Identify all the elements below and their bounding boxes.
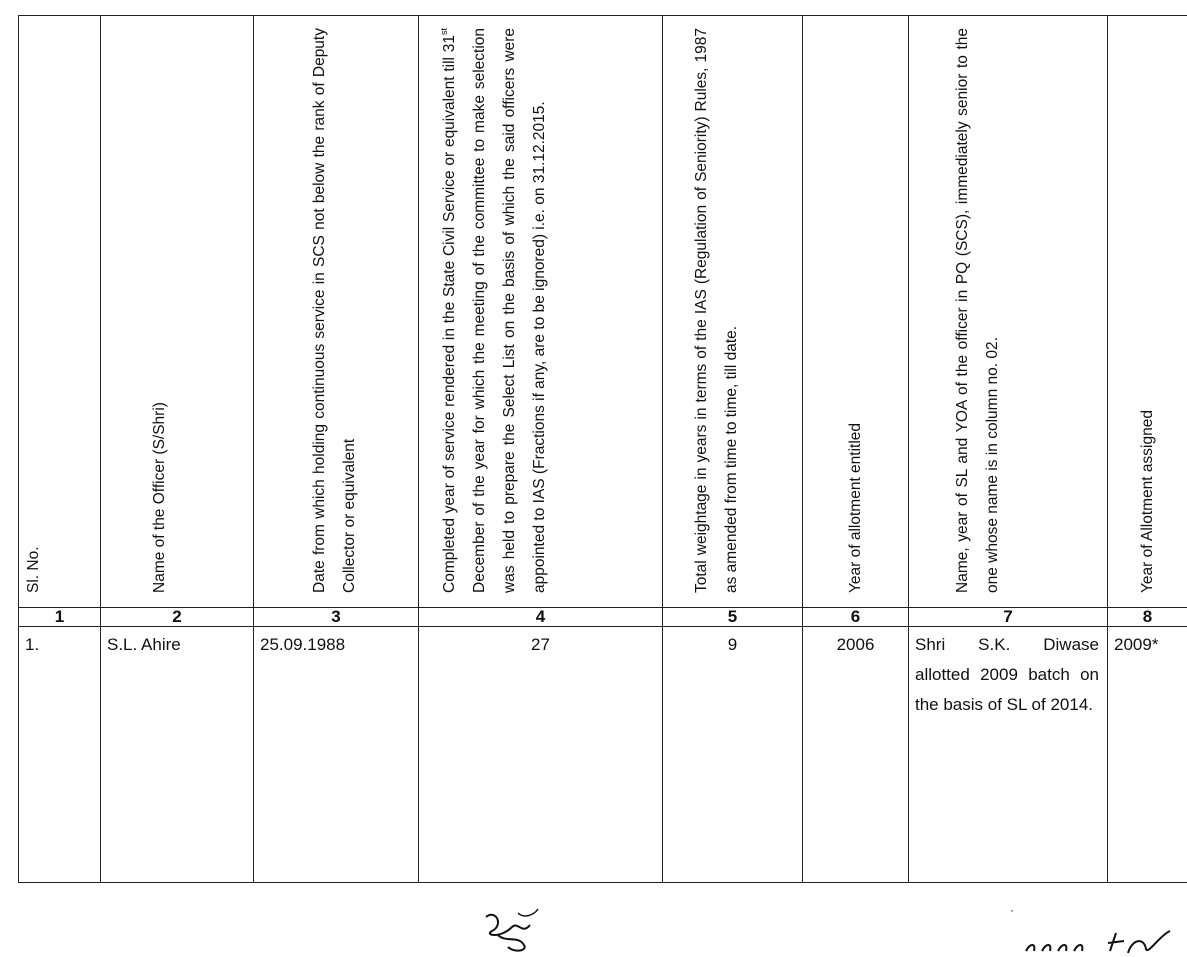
header-row xyxy=(19,16,1187,608)
header-year-assigned: Year of Allotment assigned xyxy=(1108,16,1187,608)
handwritten-date-mark xyxy=(1020,925,1187,957)
header-continuous-service-date: Date from which holding continuous service in SCS not below the rank of Deputy Collector or equivalent xyxy=(254,16,419,608)
cell-service-date: 25.09.1988 xyxy=(254,627,419,883)
cell-sl-no: 1. xyxy=(19,627,101,883)
column-number: 2 xyxy=(101,608,254,627)
header-sl-no: Sl. No. xyxy=(19,16,101,608)
column-number-row xyxy=(19,608,1187,627)
cell-year-assigned: 2009* xyxy=(1108,627,1187,883)
column-number: 4 xyxy=(419,608,663,627)
column-number: 5 xyxy=(663,608,803,627)
header-senior-officer: Name, year of SL and YOA of the officer in PQ (SCS), immediately senior to the one whose name is in column no. 02. xyxy=(909,16,1108,608)
header-completed-years: Completed year of service rendered in the State Civil Service or equivalent till 31st December of the year for which the meeting of the committee to make selection was held to prepare the Select List on the basis of which the said officers were appointed to IAS (Fractions if any, are to be ignored) i.e. on 31.12.2015. xyxy=(419,16,663,608)
cell-weightage: 9 xyxy=(663,627,803,883)
header-total-weightage: Total weightage in years in terms of the IAS (Regulation of Seniority) Rules, 1987 as amended from time to time, till date. xyxy=(663,16,803,608)
header-year-entitled: Year of allotment entitled xyxy=(803,16,909,608)
signature-mark xyxy=(478,905,548,955)
header-officer-name: Name of the Officer (S/Shri) xyxy=(101,16,254,608)
cell-year-entitled: 2006 xyxy=(803,627,909,883)
column-number: 3 xyxy=(254,608,419,627)
column-number: 7 xyxy=(909,608,1108,627)
table-row xyxy=(19,627,1187,883)
column-number: 8 xyxy=(1108,608,1187,627)
allotment-table xyxy=(18,15,1187,883)
ink-dot: · xyxy=(1010,903,1014,917)
cell-completed-years: 27 xyxy=(419,627,663,883)
column-number: 1 xyxy=(19,608,101,627)
column-number: 6 xyxy=(803,608,909,627)
cell-senior-officer: Shri S.K. Diwase allotted 2009 batch on the basis of SL of 2014. xyxy=(909,627,1108,883)
cell-officer-name: S.L. Ahire xyxy=(101,627,254,883)
